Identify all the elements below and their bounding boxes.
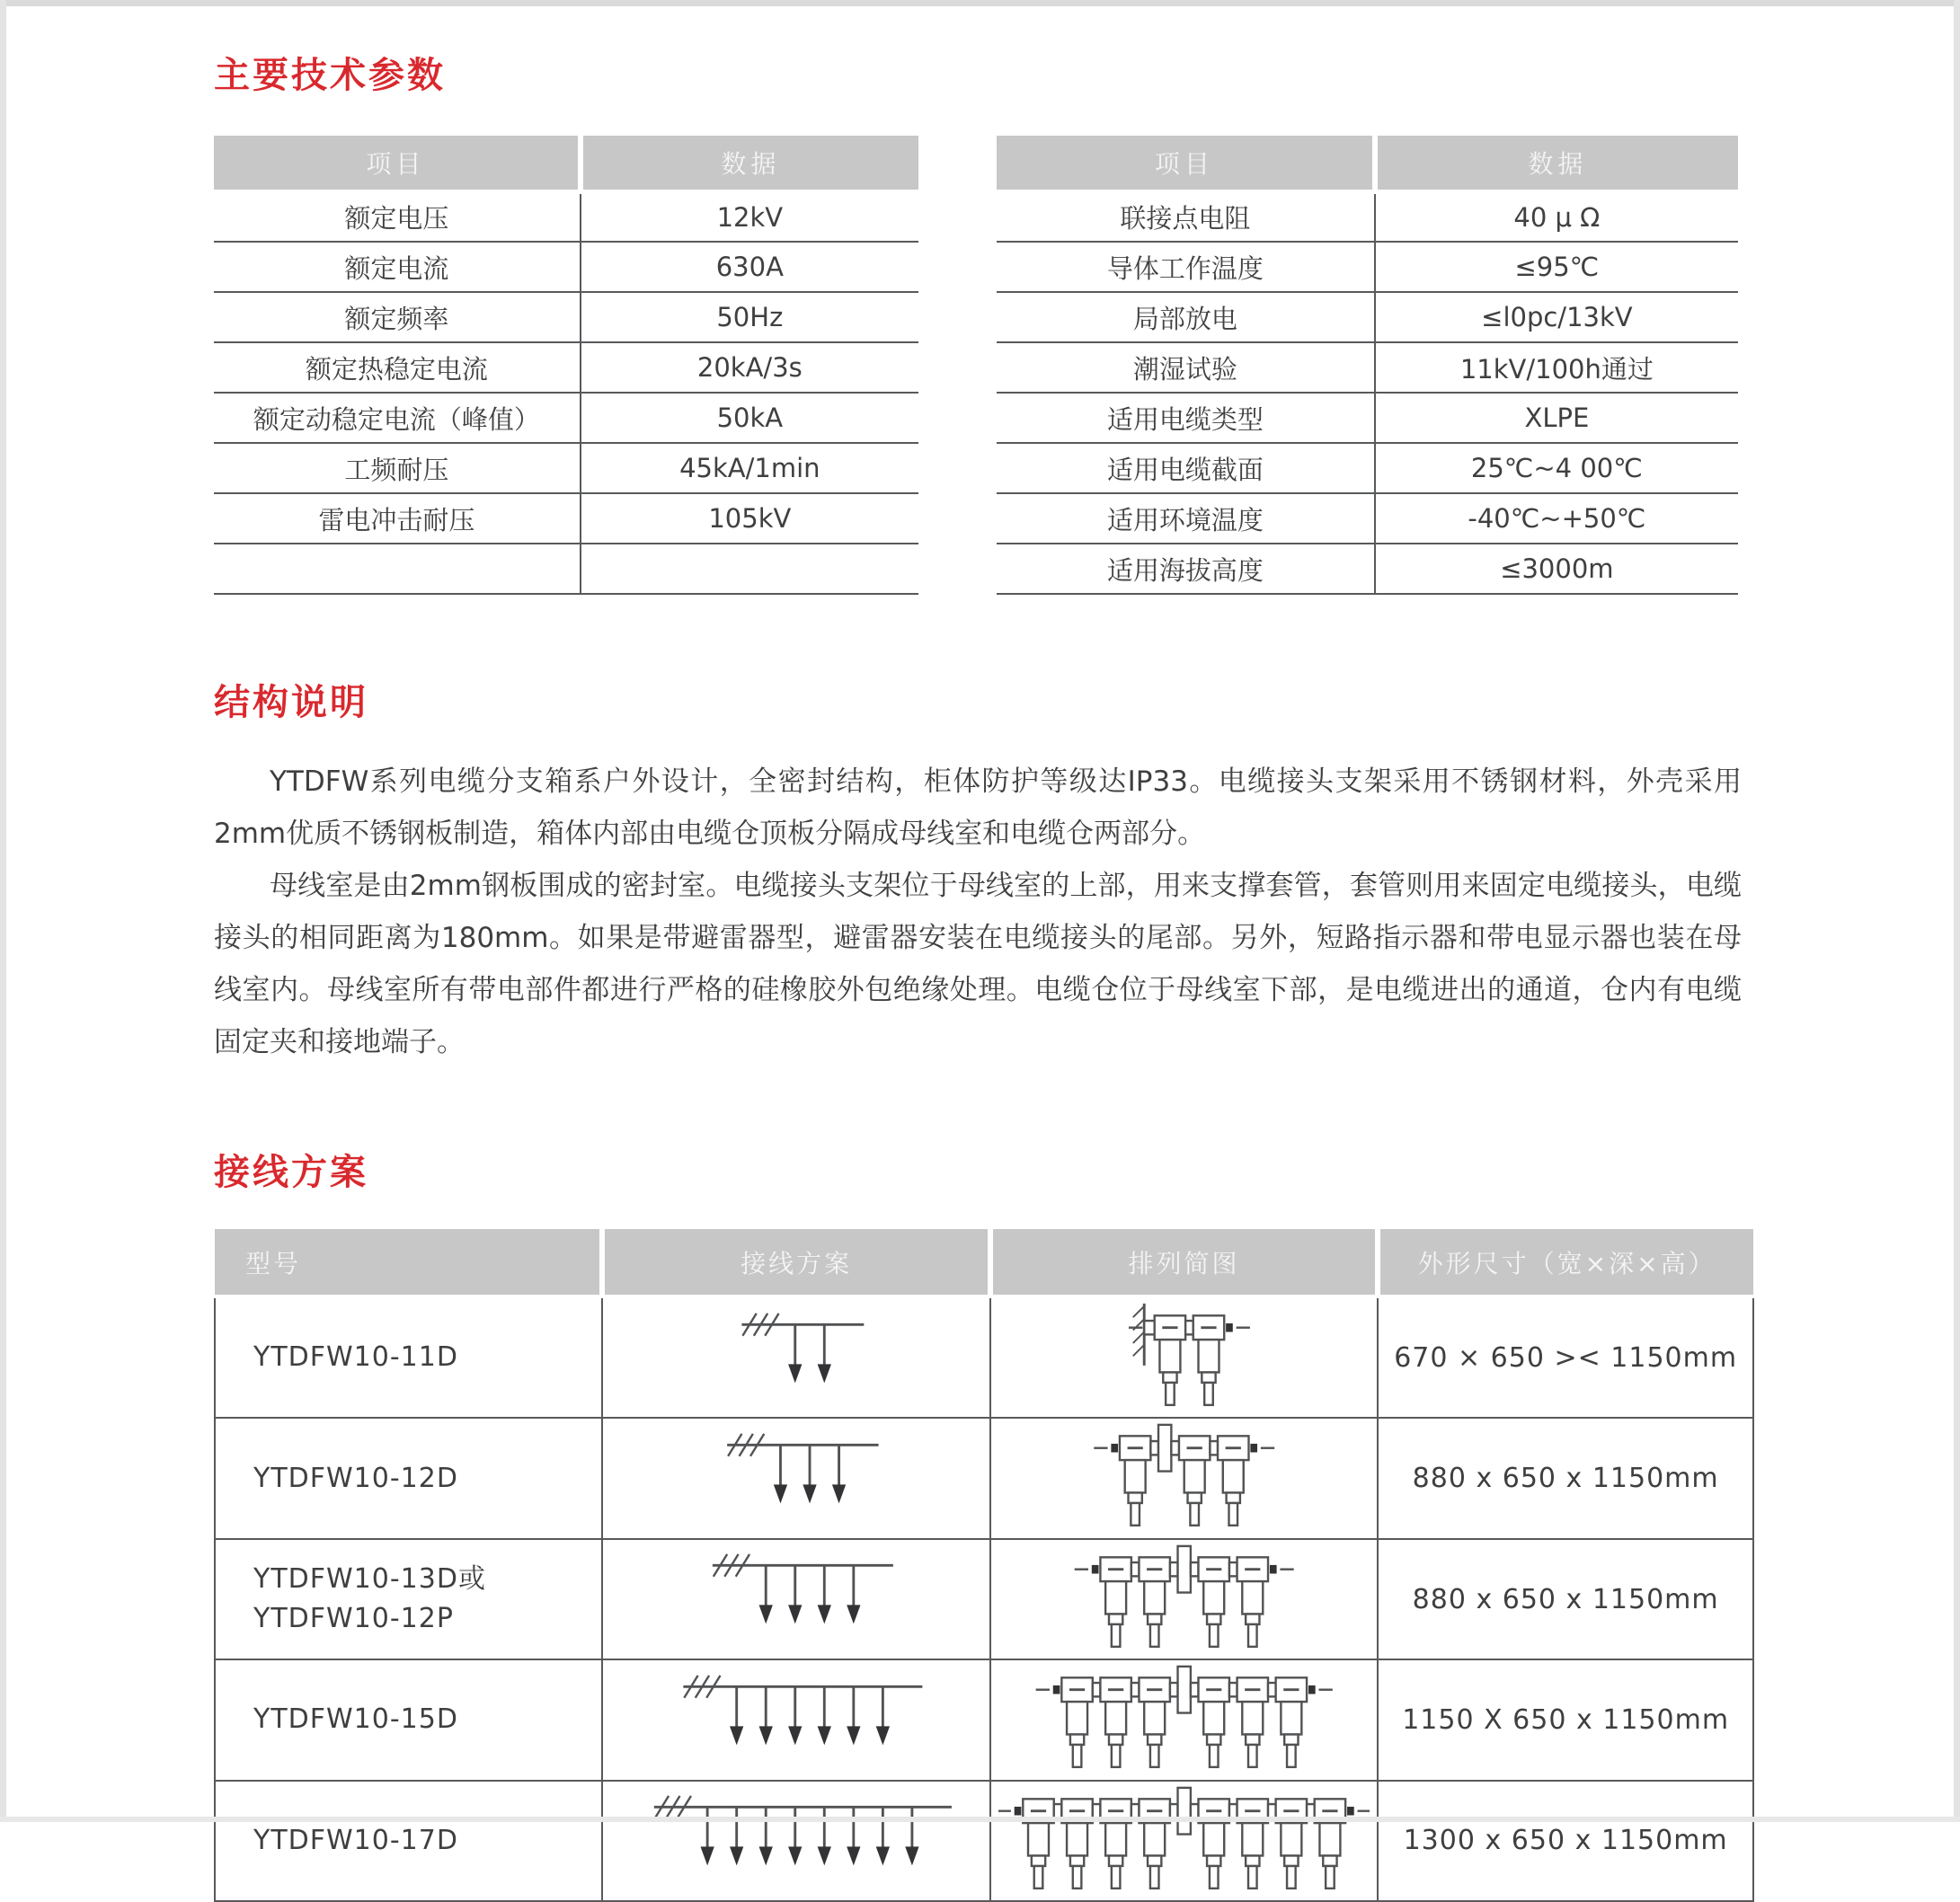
arrangement-diagram (990, 1659, 1378, 1780)
param-label: 适用电缆截面 (997, 443, 1375, 493)
param-label: 导体工作温度 (997, 242, 1375, 292)
param-value: 25℃~4 00℃ (1375, 443, 1738, 493)
spec-table-row (997, 443, 1738, 493)
spec-table-row (214, 393, 918, 443)
wiring-table-row (215, 1659, 1753, 1780)
param-value: XLPE (1375, 393, 1738, 443)
param-label: 适用环境温度 (997, 493, 1375, 544)
wiring-scheme-diagram (602, 1659, 989, 1780)
param-label: 雷电冲击耐压 (214, 493, 581, 544)
column-header-arrangement: 排列简图 (990, 1229, 1378, 1296)
structure-paragraph: YTDFW系列电缆分支箱系户外设计，全密封结构，柜体防护等级达IP33。电缆接头支架采用不锈钢材料，外壳采用2mm优质不锈钢板制造，箱体内部由电缆仓顶板分隔成母线室和电缆仓两部分。 (214, 765, 1742, 850)
wiring-scheme-diagram (602, 1539, 989, 1659)
column-header-model: 型号 (215, 1229, 602, 1296)
wiring-scheme-diagram (602, 1418, 989, 1538)
tech-params-tables (214, 136, 1960, 595)
spec-table-row (997, 393, 1738, 443)
section-title-structure: 结构说明 (214, 682, 368, 723)
param-label: 局部放电 (997, 292, 1375, 342)
spec-table-row (214, 493, 918, 544)
structure-description (214, 756, 1742, 1068)
spec-table-row (997, 242, 1738, 292)
param-value: 20kA/3s (581, 342, 918, 393)
param-value: 12kV (581, 191, 918, 242)
page-edge-top (0, 0, 1960, 6)
wiring-scheme-diagram (602, 1296, 989, 1418)
column-header-dimensions: 外形尺寸（宽×深×高） (1378, 1229, 1753, 1296)
param-value: -40℃~+50℃ (1375, 493, 1738, 544)
spec-table-row (997, 292, 1738, 342)
wiring-table-row (215, 1781, 1753, 1901)
dimensions-cell: 880 x 650 x 1150mm (1378, 1418, 1753, 1538)
wiring-table-row (215, 1296, 1753, 1418)
param-value: 40 μ Ω (1375, 191, 1738, 242)
column-header-data: 数据 (1375, 136, 1738, 191)
param-label: 适用电缆类型 (997, 393, 1375, 443)
page-edge-bottom (0, 1817, 1960, 1822)
model-cell: YTDFW10-11D (215, 1296, 602, 1418)
dimensions-cell: 880 x 650 x 1150mm (1378, 1539, 1753, 1659)
section-title-tech-params: 主要技术参数 (214, 55, 446, 96)
column-header-data: 数据 (581, 136, 918, 191)
column-header-scheme: 接线方案 (602, 1229, 989, 1296)
wiring-table (214, 1229, 1754, 1902)
param-value: ≤l0pc/13kV (1375, 292, 1738, 342)
param-label: 额定频率 (214, 292, 581, 342)
arrangement-diagram (990, 1781, 1378, 1901)
param-value: 105kV (581, 493, 918, 544)
arrangement-diagram (990, 1418, 1378, 1538)
spec-table-row (997, 191, 1738, 242)
spec-table-row (214, 191, 918, 242)
dimensions-cell: 1150 X 650 x 1150mm (1378, 1659, 1753, 1780)
tech-params-table-left (214, 136, 918, 595)
model-cell: YTDFW10-15D (215, 1659, 602, 1780)
param-label: 额定电流 (214, 242, 581, 292)
spec-table-row (997, 544, 1738, 594)
spec-table-row (997, 342, 1738, 393)
wiring-table-row (215, 1539, 1753, 1659)
arrangement-diagram (990, 1296, 1378, 1418)
wiring-scheme-diagram (602, 1781, 989, 1901)
param-label: 额定动稳定电流（峰值） (214, 393, 581, 443)
table-header-row (214, 136, 918, 191)
spec-table-row (214, 292, 918, 342)
spec-table-row (214, 443, 918, 493)
param-label: 潮湿试验 (997, 342, 1375, 393)
wiring-table-row (215, 1418, 1753, 1538)
spec-table-row (214, 544, 918, 594)
page-edge-left (0, 0, 6, 1822)
structure-paragraph: 母线室是由2mm钢板围成的密封室。电缆接头支架位于母线室的上部，用来支撑套管，套管则用来固定电缆接头，电缆接头的相同距离为180mm。如果是带避雷器型，避雷器安装在电缆接头的尾部。另外，短路指示器和带电显示器也装在母线室内。母线室所有带电部件都进行严格的硅橡胶外包绝缘处理。电缆仓位于母线室下部，是电缆进出的通道，仓内有电缆固定夹和接地端子。 (214, 870, 1742, 1058)
param-label: 联接点电阻 (997, 191, 1375, 242)
table-header-row (215, 1229, 1753, 1296)
model-cell: YTDFW10-12D (215, 1418, 602, 1538)
column-header-item: 项目 (997, 136, 1375, 191)
param-label: 适用海拔高度 (997, 544, 1375, 594)
param-value: ≤3000m (1375, 544, 1738, 594)
param-value: 45kA/1min (581, 443, 918, 493)
param-value: ≤95℃ (1375, 242, 1738, 292)
param-value: 630A (581, 242, 918, 292)
page-edge-right (1954, 0, 1960, 1822)
tech-params-table-right (997, 136, 1738, 595)
param-value (581, 544, 918, 594)
table-header-row (997, 136, 1738, 191)
model-cell: YTDFW10-13D或 YTDFW10-12P (215, 1539, 602, 1659)
spec-table-row (214, 242, 918, 292)
param-label: 额定热稳定电流 (214, 342, 581, 393)
param-value: 50Hz (581, 292, 918, 342)
param-label: 工频耐压 (214, 443, 581, 493)
spec-table-row (997, 493, 1738, 544)
section-title-wiring: 接线方案 (214, 1152, 368, 1193)
column-header-item: 项目 (214, 136, 581, 191)
dimensions-cell: 1300 x 650 x 1150mm (1378, 1781, 1753, 1901)
dimensions-cell: 670 × 650 >< 1150mm (1378, 1296, 1753, 1418)
param-value: 11kV/100h通过 (1375, 342, 1738, 393)
param-label: 额定电压 (214, 191, 581, 242)
arrangement-diagram (990, 1539, 1378, 1659)
param-value: 50kA (581, 393, 918, 443)
param-label (214, 544, 581, 594)
model-cell: YTDFW10-17D (215, 1781, 602, 1901)
spec-table-row (214, 342, 918, 393)
